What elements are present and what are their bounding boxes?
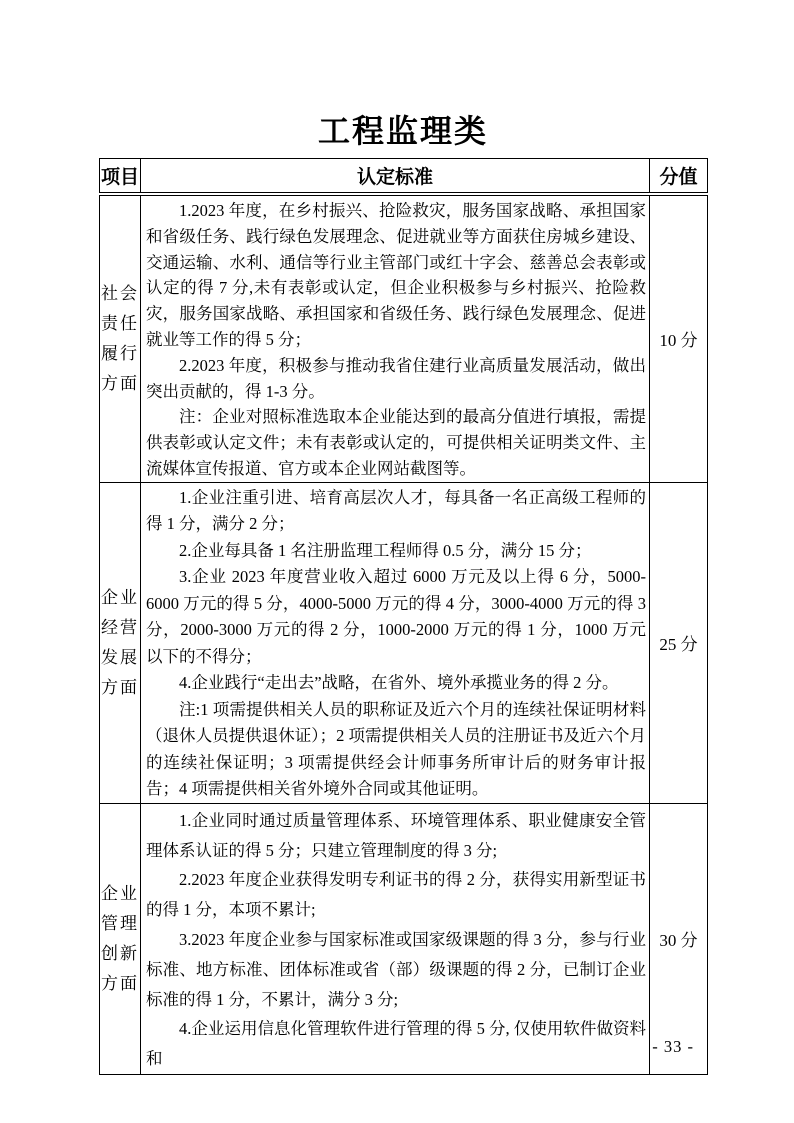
criteria-table — [99, 158, 708, 1075]
category-line: 履行 — [101, 343, 139, 363]
score-cell-social-responsibility: 10 分 — [650, 194, 708, 482]
criteria-paragraph: 1.2023 年度，在乡村振兴、抢险救灾，服务国家战略、承担国家和省级任务、践行绿色发展理念、促进就业等方面获住房城乡建设、交通运输、水利、通信等行业主管部门或红十字会、慈善总会表彰或认定的得 7 分,未有表彰或认定，但企业积极参与乡村振兴、抢险救灾，服务国家战略、承担国家和省级任务、践行绿色发展理念、促进就业等工作的得 5 分； — [146, 201, 646, 349]
criteria-cell-business-development — [141, 482, 650, 803]
criteria-cell-social-responsibility — [141, 194, 650, 482]
category-line: 社会 — [101, 283, 139, 303]
criteria-note: 注：企业对照标准选取本企业能达到的最高分值进行填报，需提供表彰或认定文件；未有表彰或认定的，可提供相关证明类文件、主流媒体宣传报道、官方或本企业网站截图等。 — [146, 407, 646, 478]
category-line: 管理 — [101, 913, 139, 933]
page-title: 工程监理类 — [317, 113, 488, 149]
category-line: 创新 — [101, 943, 139, 963]
category-line: 企业 — [101, 587, 139, 607]
table-row-management-innovation — [100, 803, 708, 1074]
category-cell-business-development — [100, 482, 141, 803]
criteria-paragraph: 2.2023 年度企业获得发明专利证书的得 2 分，获得实用新型证书的得 1 分，本项不累计; — [146, 870, 646, 920]
criteria-paragraph: 3.企业 2023 年度营业收入超过 6000 万元及以上得 6 分，5000-6000 万元的得 5 分，4000-5000 万元的得 4 分，3000-4000 万元的得 3 分，2000-3000 万元的得 2 分，1000-2000 万元的得 1 分，1000 万元以下的不得分； — [146, 567, 646, 666]
category-line: 方面 — [101, 373, 139, 393]
header-criteria: 认定标准 — [141, 159, 650, 195]
category-line: 方面 — [101, 973, 139, 993]
page-number: - 33 - — [652, 1037, 694, 1056]
criteria-note: 注:1 项需提供相关人员的职称证及近六个月的连续社保证明材料（退休人员提供退休证）；2 项需提供相关人员的注册证书及近六个月的连续社保证明；3 项需提供经会计师事务所审计后的财务审计报告；4 项需提供相关省外境外合同或其他证明。 — [146, 699, 646, 799]
score-cell-management-innovation: 30 分 — [650, 803, 708, 1074]
header-score: 分值 — [650, 159, 708, 195]
category-line: 经营 — [101, 617, 139, 637]
criteria-paragraph: 4.企业践行“走出去”战略，在省外、境外承揽业务的得 2 分。 — [179, 673, 619, 693]
category-line: 责任 — [101, 313, 139, 333]
criteria-paragraph: 2.企业每具备 1 名注册监理工程师得 0.5 分，满分 15 分； — [179, 540, 592, 560]
category-line: 发展 — [101, 647, 139, 667]
criteria-cell-management-innovation — [141, 803, 650, 1074]
category-cell-management-innovation — [100, 803, 141, 1074]
category-line: 方面 — [101, 677, 139, 697]
criteria-paragraph: 4.企业运用信息化管理软件进行管理的得 5 分, 仅使用软件做资料和 — [146, 1019, 646, 1069]
criteria-paragraph: 3.2023 年度企业参与国家标准或国家级课题的得 3 分，参与行业标准、地方标准、团体标准或省（部）级课题的得 2 分，已制订企业标准的得 1 分，不累计，满分 3 分; — [146, 929, 646, 1009]
score-cell-business-development: 25 分 — [650, 482, 708, 803]
category-line: 企业 — [101, 883, 139, 903]
table-row-social-responsibility — [100, 194, 708, 482]
criteria-paragraph: 2.2023 年度，积极参与推动我省住建行业高质量发展活动，做出突出贡献的，得 1-3 分。 — [146, 355, 646, 401]
category-cell-social-responsibility — [100, 194, 141, 482]
criteria-paragraph: 1.企业同时通过质量管理体系、环境管理体系、职业健康安全管理体系认证的得 5 分；只建立管理制度的得 3 分; — [146, 810, 646, 860]
header-project: 项目 — [100, 159, 141, 195]
table-header-row — [100, 159, 708, 195]
criteria-paragraph: 1.企业注重引进、培育高层次人才，每具备一名正高级工程师的得 1 分，满分 2 分； — [146, 487, 646, 534]
table-row-business-development — [100, 482, 708, 803]
